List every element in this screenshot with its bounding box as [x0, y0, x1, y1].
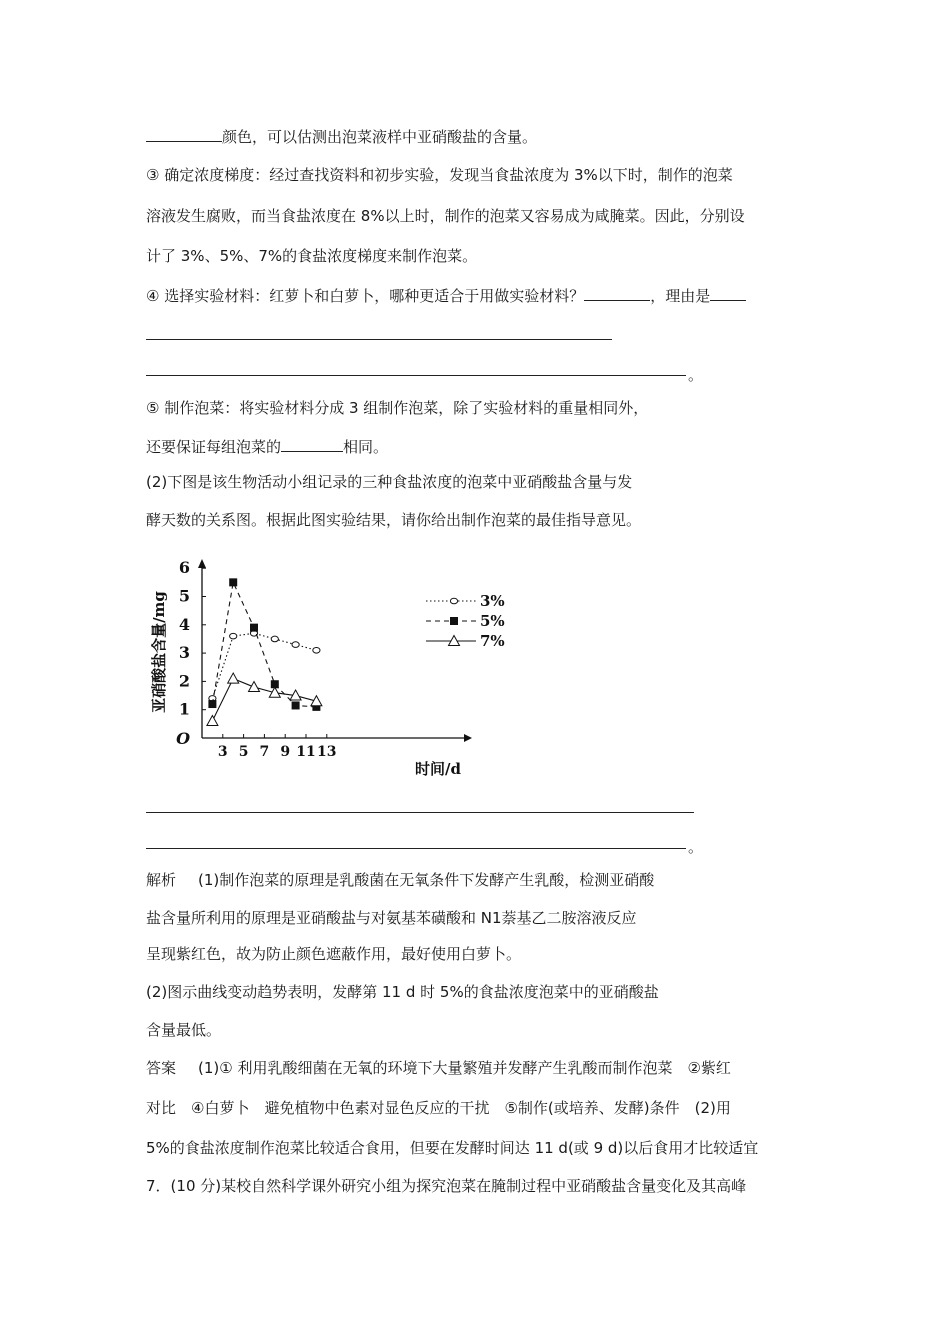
answer-line: 对比 ④白萝卜 避免植物中色素对显色反应的干扰 ⑤制作(或培养、发酵)条件 (2)用 — [146, 1099, 731, 1117]
text-line — [146, 436, 388, 457]
text-line: 计了 3%、5%、7%的食盐浓度梯度来制作泡菜。 — [146, 247, 478, 265]
y-tick-label: 3 — [178, 643, 190, 663]
line-text: 颜色，可以估测出泡菜液样中亚硝酸盐的含量。 — [222, 128, 538, 146]
data-point — [250, 624, 258, 632]
data-point — [292, 642, 299, 648]
text-line — [146, 126, 537, 147]
legend-marker — [450, 598, 457, 604]
x-tick-label: 5 — [238, 744, 249, 760]
answer-label: 答案 — [146, 1059, 177, 1077]
x-tick-label: 3 — [217, 744, 228, 760]
y-tick-label: 6 — [178, 558, 190, 578]
answer-blank — [584, 285, 650, 301]
x-tick-label: 7 — [259, 744, 270, 760]
x-axis-label: 时间/d — [415, 760, 461, 778]
x-axis-arrow — [464, 734, 472, 742]
analysis-line: (2)图示曲线变动趋势表明，发酵第 11 d 时 5%的食盐浓度泡菜中的亚硝酸盐 — [146, 983, 659, 1001]
answer-blank — [281, 436, 343, 452]
text-line: (2)下图是该生物活动小组记录的三种食盐浓度的泡菜中亚硝酸盐含量与发 — [146, 473, 633, 491]
legend-label: 5% — [480, 612, 505, 630]
line-text: ④ 选择实验材料：红萝卜和白萝卜，哪种更适合于用做实验材料？ — [146, 287, 585, 305]
data-point — [292, 701, 300, 709]
text-line: ⑤ 制作泡菜：将实验材料分成 3 组制作泡菜，除了实验材料的重量相同外， — [146, 399, 649, 417]
nitrite-line-chart — [146, 556, 526, 786]
analysis-label: 解析 — [146, 871, 177, 889]
x-tick-label: 9 — [280, 744, 291, 760]
y-tick-label: 5 — [178, 586, 190, 606]
answer-rule — [146, 848, 686, 849]
x-tick-label: 13 — [317, 744, 337, 760]
period: 。 — [688, 366, 704, 384]
text-line — [146, 285, 746, 306]
data-point — [313, 647, 320, 653]
period: 。 — [688, 838, 704, 856]
line-text: 相同。 — [343, 438, 389, 456]
x-tick-label: 11 — [296, 744, 316, 760]
line-text: (1)制作泡菜的原理是乳酸菌在无氧条件下发酵产生乳酸，检测亚硝酸 — [198, 871, 655, 889]
analysis-line: 呈现紫红色，故为防止颜色遮蔽作用，最好使用白萝卜。 — [146, 945, 522, 963]
answer-rule — [146, 812, 694, 813]
legend-label: 7% — [480, 632, 505, 650]
legend-label: 3% — [480, 592, 505, 610]
data-point — [208, 700, 216, 708]
data-point — [207, 716, 218, 726]
y-tick-label: 2 — [178, 671, 190, 691]
analysis-line — [146, 870, 654, 890]
line-text: ，理由是 — [650, 287, 711, 305]
y-tick-label: 1 — [178, 699, 190, 719]
answer-rule — [146, 375, 686, 376]
answer-blank — [710, 285, 746, 301]
line-text: (1)① 利用乳酸细菌在无氧的环境下大量繁殖并发酵产生乳酸而制作泡菜 ②紫红 — [198, 1059, 731, 1077]
data-point — [229, 578, 237, 586]
analysis-line: 盐含量所利用的原理是亚硝酸盐与对氨基苯磺酸和 N1萘基乙二胺溶液反应 — [146, 909, 637, 927]
answer-line — [146, 1058, 731, 1078]
data-point — [228, 673, 239, 683]
data-point — [249, 682, 260, 692]
text-line: 酵天数的关系图。根据此图实验结果，请你给出制作泡菜的最佳指导意见。 — [146, 511, 642, 529]
y-axis-label: 亚硝酸盐含量/mg — [150, 591, 168, 713]
answer-line: 5%的食盐浓度制作泡菜比较适合食用，但要在发酵时间达 11 d(或 9 d)以后食用才比较适宜 — [146, 1139, 759, 1157]
text-line: 溶液发生腐败，而当食盐浓度在 8%以上时，制作的泡菜又容易成为咸腌菜。因此，分别设 — [146, 207, 745, 225]
legend-marker — [450, 617, 458, 625]
data-point — [230, 633, 237, 639]
data-point — [271, 636, 278, 642]
text-line: ③ 确定浓度梯度：经过查找资料和初步实验，发现当食盐浓度为 3%以下时，制作的泡菜 — [146, 166, 733, 184]
y-tick-label: 4 — [178, 614, 190, 634]
answer-rule — [146, 339, 612, 340]
y-axis-arrow — [198, 559, 206, 568]
analysis-line: 含量最低。 — [146, 1021, 222, 1039]
answer-blank — [146, 126, 222, 142]
line-text: 还要保证每组泡菜的 — [146, 438, 282, 456]
origin-label: O — [176, 729, 190, 748]
question-line: 7．(10 分)某校自然科学课外研究小组为探究泡菜在腌制过程中亚硝酸盐含量变化及其高峰 — [146, 1177, 747, 1195]
